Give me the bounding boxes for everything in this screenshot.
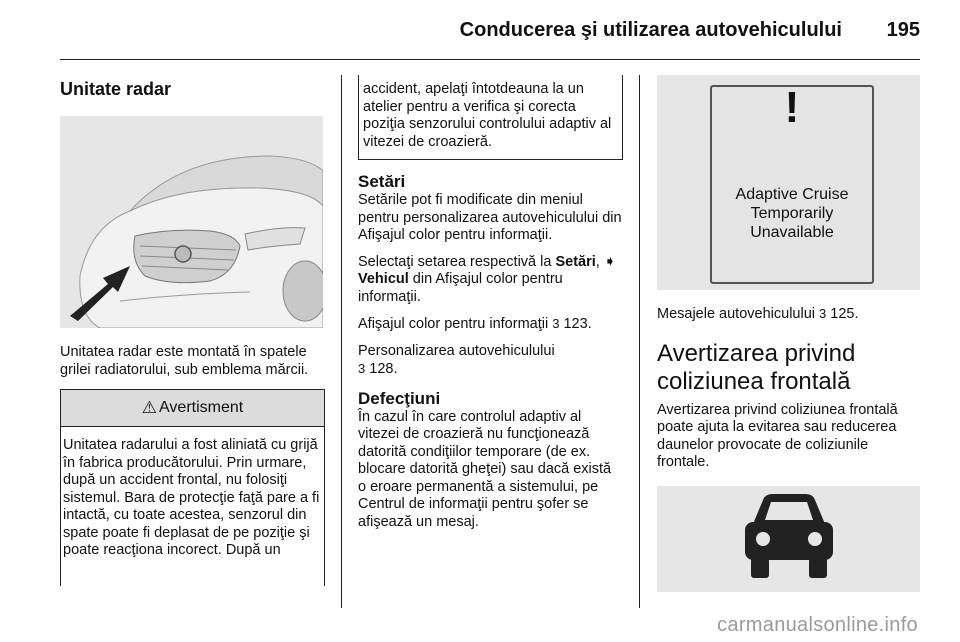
warning-box <box>60 389 325 586</box>
page-ref-icon: 3 <box>552 316 560 331</box>
car-front-illustration <box>60 116 323 328</box>
setari-p3-page[interactable]: 123. <box>559 316 592 332</box>
display-line-3: Unavailable <box>750 224 834 241</box>
messages-page[interactable]: 125. <box>826 306 859 322</box>
display-line-2: Temporarily <box>750 205 834 222</box>
driver-info-display <box>710 85 874 284</box>
page-ref-icon: 3 <box>358 361 366 376</box>
section-heading-defectiuni: Defecţiuni <box>358 388 441 408</box>
setari-p3-text: Afişajul color pentru informaţii <box>358 316 553 332</box>
setari-p2-text: Selectaţi setarea respectivă la <box>358 253 556 270</box>
radar-car-illustration <box>60 116 323 328</box>
defectiuni-text: În cazul în care controlul adaptiv al vitezei de croazieră nu funcţionează datorită condiţiilor temporare (de ex. blocare datorită gheţei) sau dacă există o eroare permanentă a sistemului, pe Centrul de informaţii pentru şofer se afişează un mesaj. <box>358 408 612 530</box>
right-column <box>657 75 920 592</box>
messages-text: Mesajele autovehiculului <box>657 306 820 322</box>
page-ref-icon: 3 <box>819 306 827 321</box>
setari-menu-label: Setări <box>555 253 596 270</box>
vehicul-menu-label: Vehicul <box>358 271 409 287</box>
setari-p4-text: Personalizarea autovehiculului <box>358 342 555 359</box>
left-column <box>60 78 325 586</box>
warning-continuation-box <box>358 75 623 160</box>
page-header <box>0 0 960 60</box>
setari-p2-sep: , <box>595 253 604 270</box>
setari-p4-page[interactable]: 128. <box>365 361 398 377</box>
setari-paragraph-1: Setările pot fi modificate din meniul pentru personalizarea autovehiculului din Afişajul color pentru informaţii. <box>358 192 622 243</box>
arrow-right-icon: ➧ <box>603 253 616 270</box>
display-message <box>712 185 872 242</box>
display-line-1: Adaptive Cruise <box>735 186 849 203</box>
warning-label: Avertisment <box>159 399 244 417</box>
setari-paragraph-2 <box>358 254 623 307</box>
setari-paragraph-4 <box>358 343 623 379</box>
radar-intro-text: Unitatea radar este montată în spatele grilei radiatorului, sub emblema mărcii. <box>60 344 309 378</box>
column-divider-1 <box>341 75 342 608</box>
warning-triangle-icon: ⚠ <box>141 398 158 418</box>
messages-reference <box>657 305 920 324</box>
section-heading-setari: Setări <box>358 172 406 191</box>
page-title: Conducerea şi utilizarea autovehiculului <box>459 19 842 41</box>
setari-p2-tail: din Afişajul color pentru informaţii. <box>358 271 563 305</box>
collision-text: Avertizarea privind coliziunea frontală poate ajuta la evitarea sau reducerea daunelor provocate de coliziunile frontale. <box>657 401 898 470</box>
section-heading-collision: Avertizarea privind coliziunea frontală <box>657 339 856 395</box>
middle-column <box>358 75 623 540</box>
setari-paragraph-3 <box>358 315 623 334</box>
warning-text: Unitatea radarului a fost aliniată cu grijă în fabrica producătorului. Prin urmare, după un accident frontal, nu folosiţi sistemul. Bara de protecţie faţă pare a fi intactă, cu toate acestea, senzorul din spate poate fi deplasat de pe poziţie şi poate reacţiona incorect. După un <box>63 437 320 558</box>
exclamation-icon: ! <box>784 83 800 132</box>
collision-car-image <box>657 486 920 592</box>
car-front-icon <box>657 486 920 592</box>
warning-header <box>61 390 324 427</box>
watermark: carmanualsonline.info <box>717 614 918 636</box>
acc-unavailable-display-image <box>657 75 920 290</box>
section-heading-radar: Unitate radar <box>60 79 172 99</box>
column-divider-2 <box>639 75 640 608</box>
warning-continuation-text: accident, apelaţi întotdeauna la un atelier pentru a verifica şi corecta poziţia senzorului controlului adaptiv al vitezei de croazieră. <box>363 81 612 150</box>
page-number: 195 <box>886 19 920 41</box>
header-divider <box>60 59 920 60</box>
